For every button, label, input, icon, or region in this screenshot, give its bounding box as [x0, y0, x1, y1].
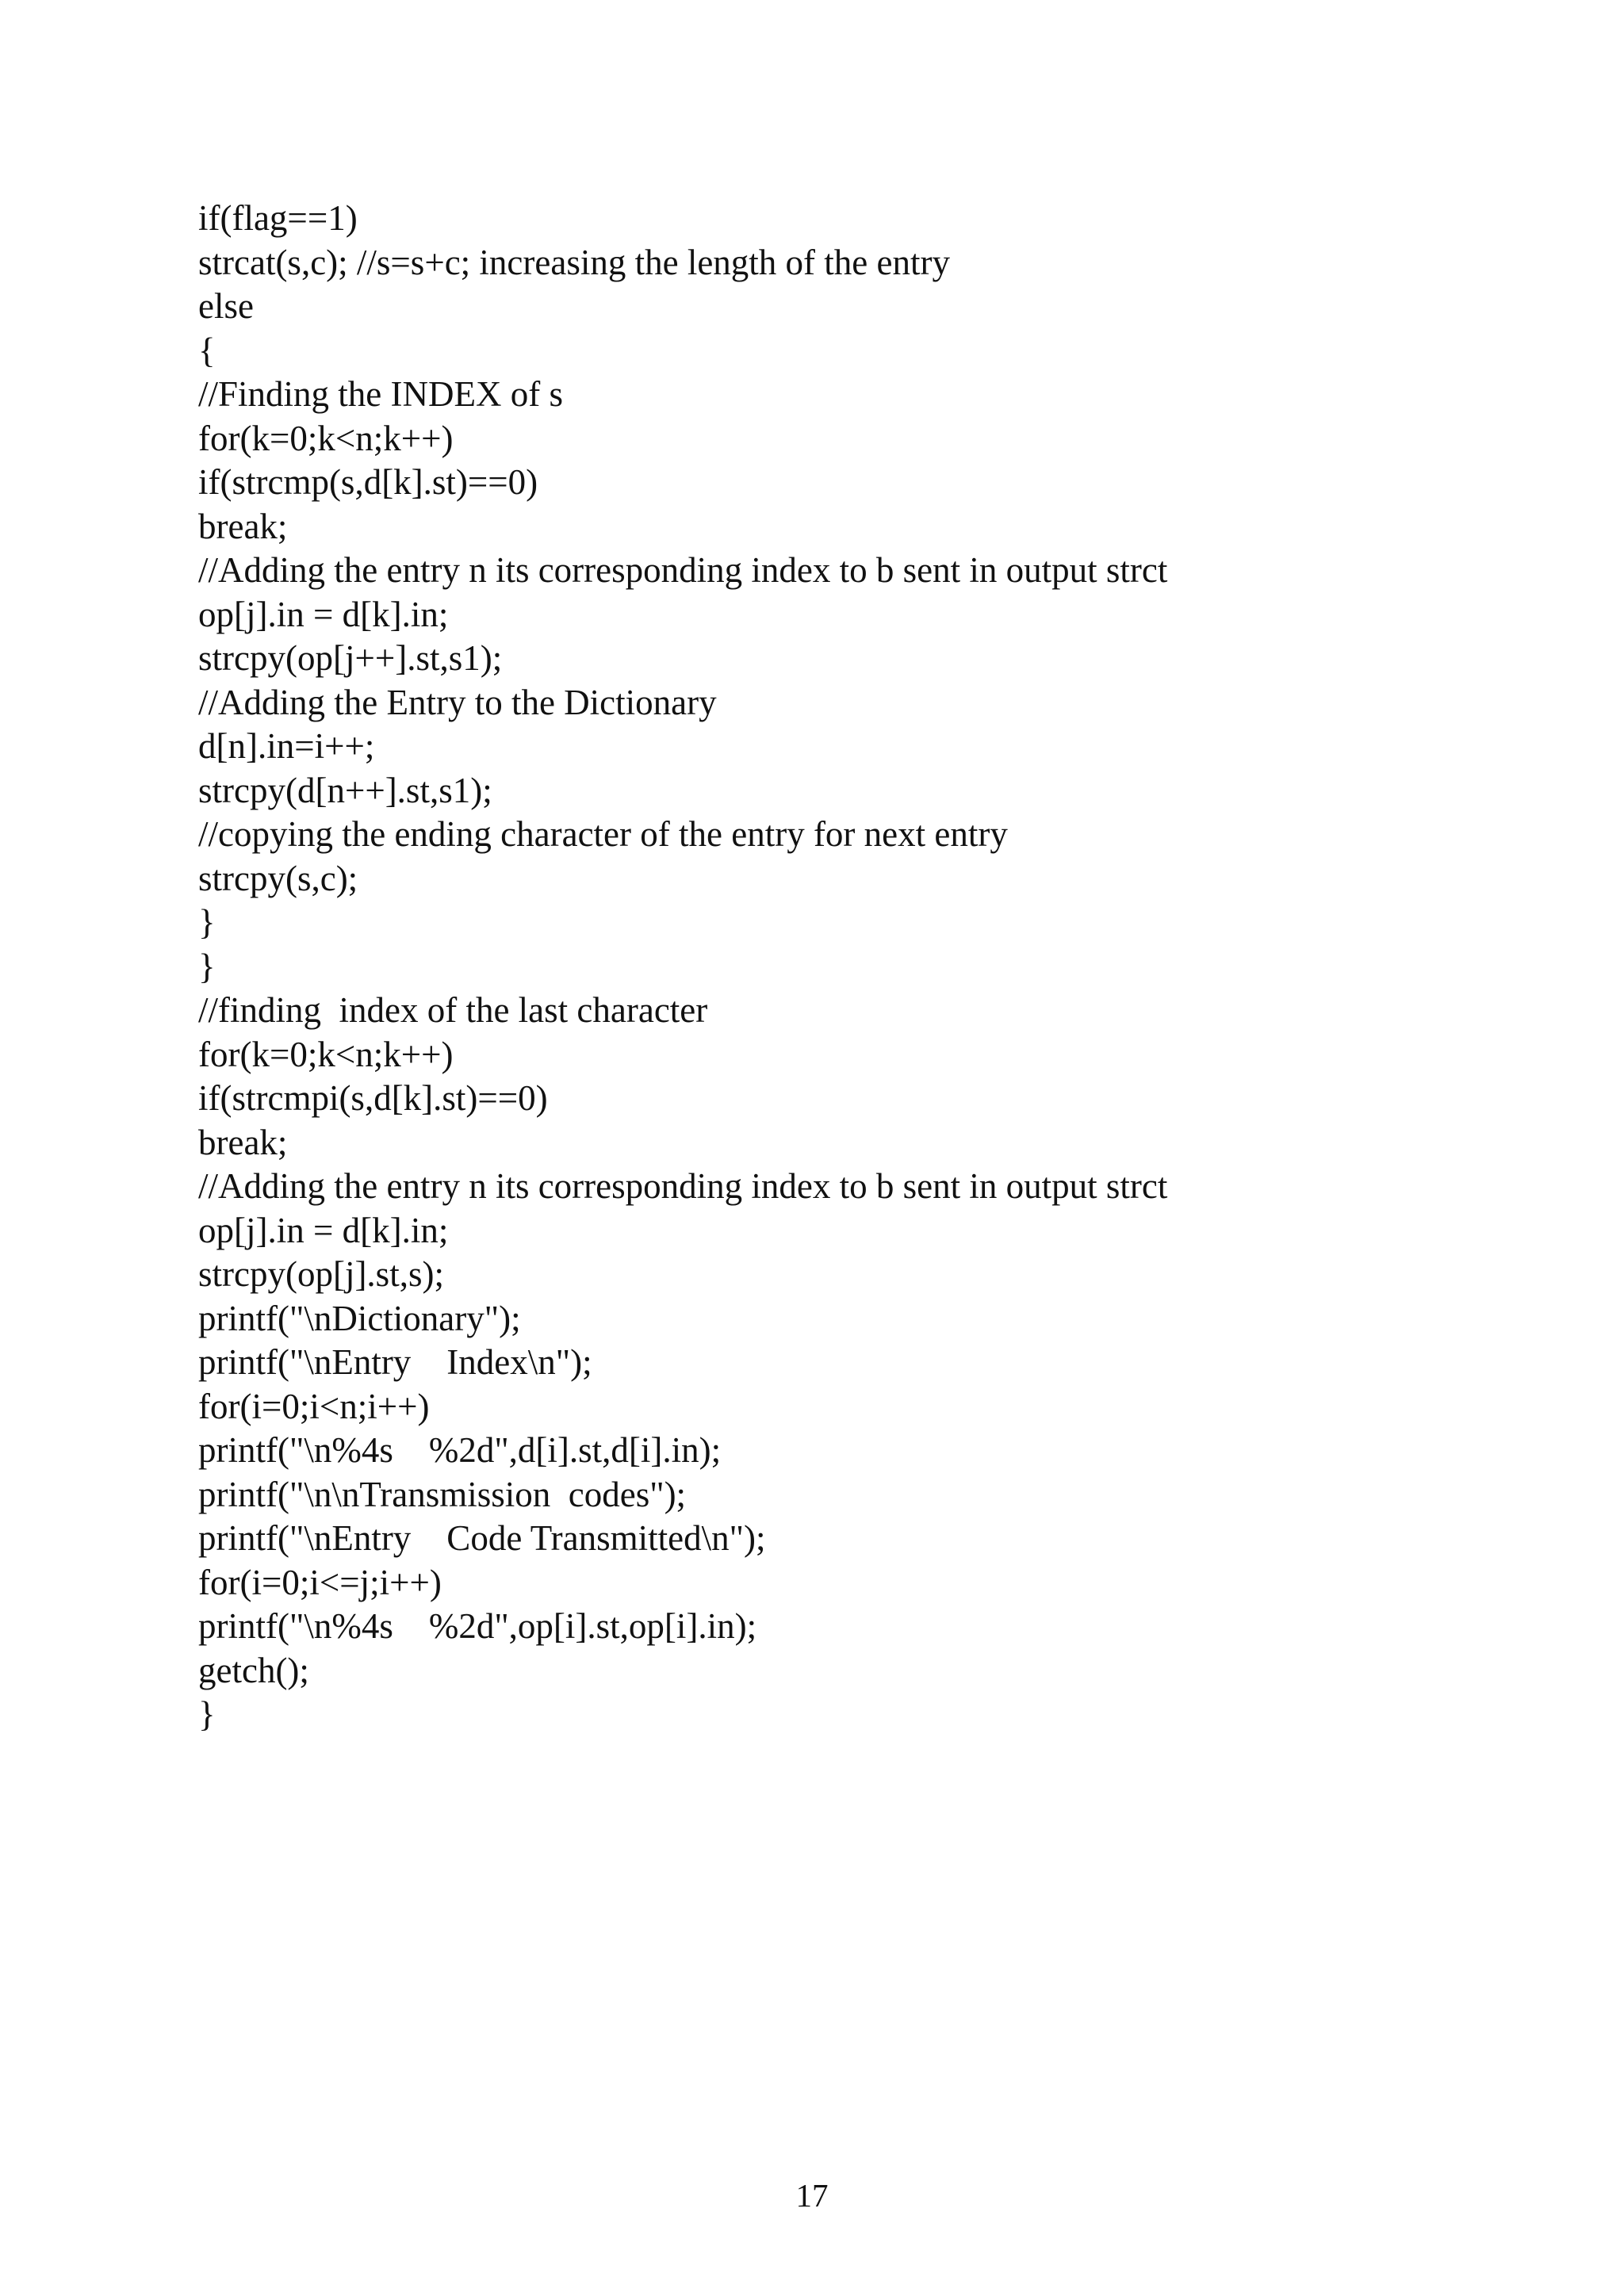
code-line: d[n].in=i++;	[198, 726, 375, 766]
code-line: //Adding the entry n its corresponding index to b sent in output strct	[198, 1166, 1168, 1206]
code-line: printf("\n%4s %2d",op[i].st,op[i].in);	[198, 1606, 757, 1646]
code-line: for(i=0;i<n;i++)	[198, 1386, 430, 1426]
code-line: }	[198, 1694, 216, 1734]
code-line: //Adding the entry n its corresponding index to b sent in output strct	[198, 550, 1168, 590]
code-line: for(i=0;i<=j;i++)	[198, 1562, 442, 1602]
code-line: op[j].in = d[k].in;	[198, 594, 449, 634]
code-line: printf("\n\nTransmission codes");	[198, 1474, 687, 1514]
code-line: else	[198, 286, 254, 326]
code-line: if(strcmpi(s,d[k].st)==0)	[198, 1078, 548, 1118]
page-number: 17	[795, 2177, 829, 2214]
code-listing	[198, 197, 1507, 1737]
code-line: printf("\nDictionary");	[198, 1298, 521, 1338]
code-line: strcpy(d[n++].st,s1);	[198, 770, 492, 810]
code-line: strcat(s,c); //s=s+c; increasing the length of the entry	[198, 242, 950, 282]
code-line: for(k=0;k<n;k++)	[198, 1034, 454, 1074]
code-line: //Adding the Entry to the Dictionary	[198, 682, 717, 722]
code-line: {	[198, 330, 216, 370]
code-line: //Finding the INDEX of s	[198, 374, 563, 414]
code-line: printf("\n%4s %2d",d[i].st,d[i].in);	[198, 1430, 722, 1470]
code-line: //copying the ending character of the entry for next entry	[198, 814, 1008, 854]
code-line: getch();	[198, 1650, 309, 1690]
code-line: }	[198, 902, 216, 942]
code-line: op[j].in = d[k].in;	[198, 1210, 449, 1250]
code-line: if(flag==1)	[198, 198, 358, 238]
code-line: //finding index of the last character	[198, 990, 708, 1030]
code-line: }	[198, 946, 216, 986]
code-line: printf("\nEntry Index\n");	[198, 1342, 592, 1382]
code-line: for(k=0;k<n;k++)	[198, 418, 454, 458]
code-line: strcpy(op[j].st,s);	[198, 1254, 444, 1294]
code-line: if(strcmp(s,d[k].st)==0)	[198, 462, 538, 502]
code-line: break;	[198, 1122, 288, 1162]
code-line: strcpy(s,c);	[198, 858, 358, 898]
code-line: printf("\nEntry Code Transmitted\n");	[198, 1518, 766, 1558]
code-line: break;	[198, 506, 288, 546]
code-line: strcpy(op[j++].st,s1);	[198, 638, 503, 678]
